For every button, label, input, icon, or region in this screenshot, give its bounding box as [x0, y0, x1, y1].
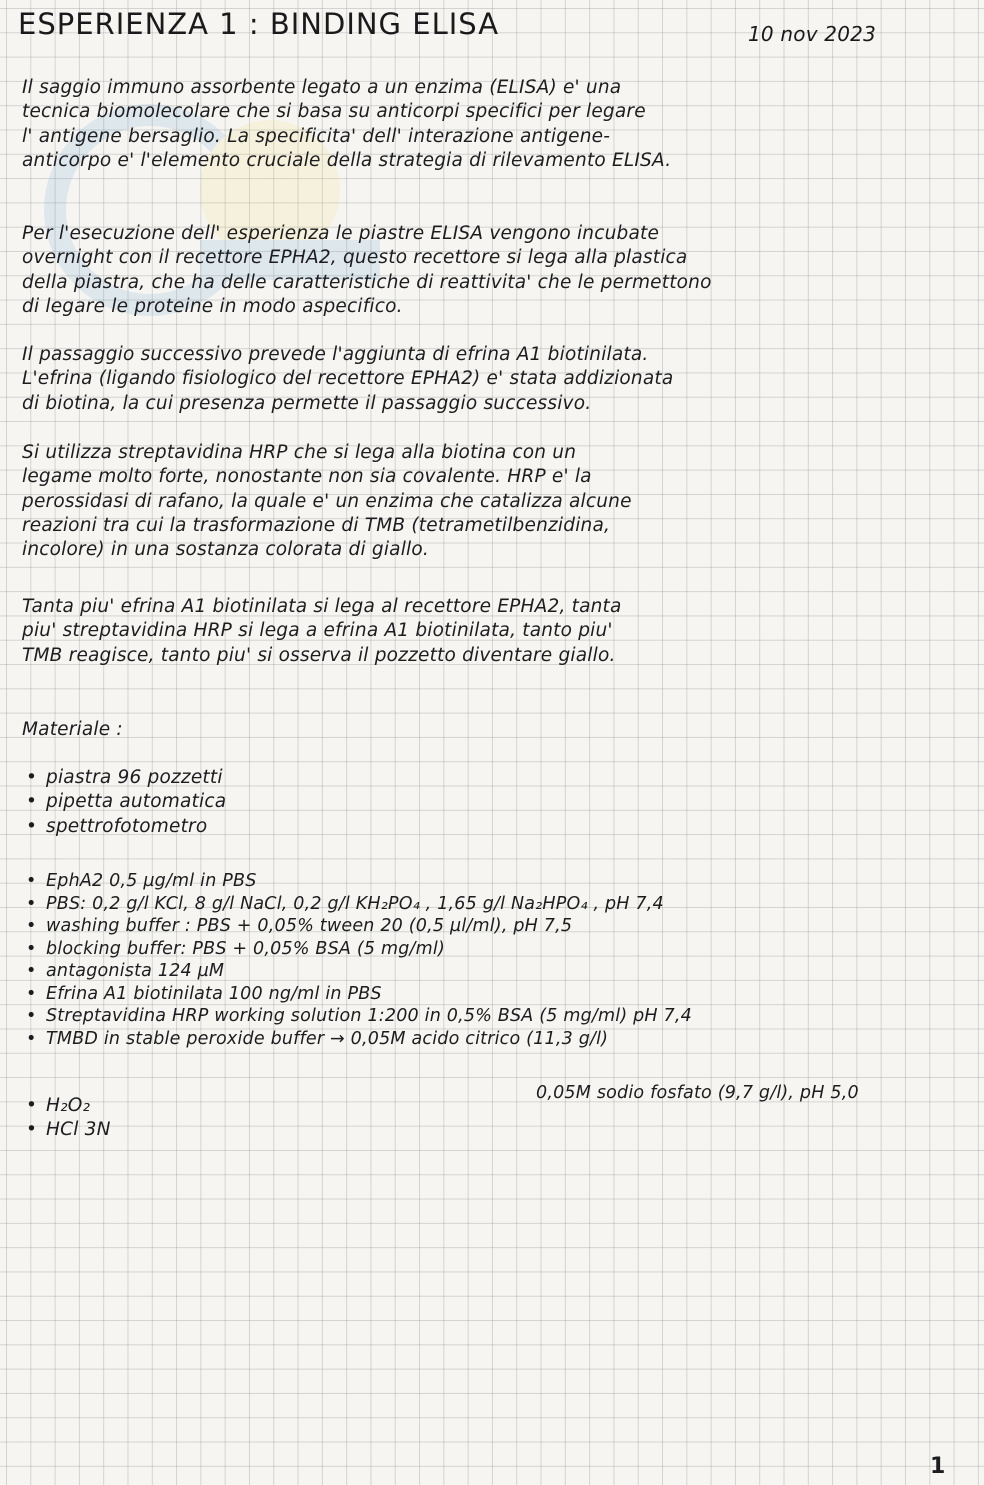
list-item: • pipetta automatica — [26, 790, 226, 814]
text-line: di legare le proteine in modo aspecifico. — [22, 295, 403, 317]
text-line: L'efrina (ligando fisiologico del recettore EPHA2) e' stata addizionata — [22, 368, 674, 390]
text-line: di biotina, la cui presenza permette il passaggio successivo. — [22, 392, 592, 414]
list-item: • blocking buffer: PBS + 0,05% BSA (5 mg/ml) — [26, 938, 692, 961]
text-line: Per l'esecuzione dell' esperienza le piastre ELISA vengono incubate — [22, 223, 660, 244]
list-item: • washing buffer : PBS + 0,05% tween 20 (0,5 µl/ml), pH 7,5 — [26, 915, 692, 938]
text-line: Tanta piu' efrina A1 biotinilata si lega al recettore EPHA2, tanta — [22, 596, 622, 617]
text-line: anticorpo e' l'elemento cruciale della strategia di rilevamento ELISA. — [22, 149, 672, 171]
text-line: Il passaggio successivo prevede l'aggiunta di efrina A1 biotinilata. — [22, 344, 649, 365]
text-line: incolore) in una sostanza colorata di giallo. — [22, 539, 429, 561]
list-item: • H₂O₂ — [26, 1094, 111, 1118]
text-line: legame molto forte, nonostante non sia covalente. HRP e' la — [22, 466, 592, 488]
tools-list — [26, 766, 226, 839]
text-line: Si utilizza streptavidina HRP che si lega alla biotina con un — [22, 442, 577, 463]
text-line: overnight con il recettore EPHA2, questo recettore si lega alla plastica — [22, 247, 688, 269]
list-item: • piastra 96 pozzetti — [26, 766, 226, 790]
text-line: perossidasi di rafano, la quale e' un enzima che catalizza alcune — [22, 490, 632, 512]
paragraph-incubation — [22, 222, 964, 319]
list-item: • TMBD in stable peroxide buffer → 0,05M acido citrico (11,3 g/l) — [26, 1028, 692, 1051]
text-line: della piastra, che ha delle caratteristiche di reattivita' che le permettono — [22, 271, 712, 293]
paragraph-efrina — [22, 343, 964, 416]
paragraph-streptavidina — [22, 441, 964, 562]
paragraph-intro — [22, 76, 964, 173]
text-line: piu' streptavidina HRP si lega a efrina A1 biotinilata, tanto piu' — [22, 620, 613, 642]
page-title: ESPERIENZA 1 : BINDING ELISA — [18, 7, 500, 41]
list-item: • antagonista 124 µM — [26, 960, 692, 983]
text-line: TMB reagisce, tanto piu' si osserva il pozzetto diventare giallo. — [22, 644, 616, 666]
paragraph-conclusion — [22, 595, 964, 668]
list-item: • Streptavidina HRP working solution 1:200 in 0,5% BSA (5 mg/ml) pH 7,4 — [26, 1005, 692, 1028]
list-item: • Efrina A1 biotinilata 100 ng/ml in PBS — [26, 983, 692, 1006]
reagents-tail-list — [26, 1094, 111, 1143]
text-line: tecnica biomolecolare che si basa su anticorpi specifici per legare — [22, 101, 646, 123]
list-item: • PBS: 0,2 g/l KCl, 8 g/l NaCl, 0,2 g/l KH₂PO₄ , 1,65 g/l Na₂HPO₄ , pH 7,4 — [26, 893, 692, 916]
materials-heading: Materiale : — [22, 719, 123, 740]
list-item: • spettrofotometro — [26, 815, 226, 839]
text-line: reazioni tra cui la trasformazione di TMB (tetrametilbenzidina, — [22, 514, 611, 536]
text-line: Il saggio immuno assorbente legato a un enzima (ELISA) e' una — [22, 77, 622, 98]
reagents-list — [26, 870, 692, 1050]
reagent-continuation-line: 0,05M sodio fosfato (9,7 g/l), pH 5,0 — [536, 1083, 859, 1103]
page-date: 10 nov 2023 — [748, 22, 877, 46]
text-line: l' antigene bersaglio. La specificita' dell' interazione antigene- — [22, 125, 611, 147]
list-item: • EphA2 0,5 µg/ml in PBS — [26, 870, 692, 893]
list-item: • HCl 3N — [26, 1118, 111, 1142]
page-number: 1 — [930, 1454, 946, 1479]
